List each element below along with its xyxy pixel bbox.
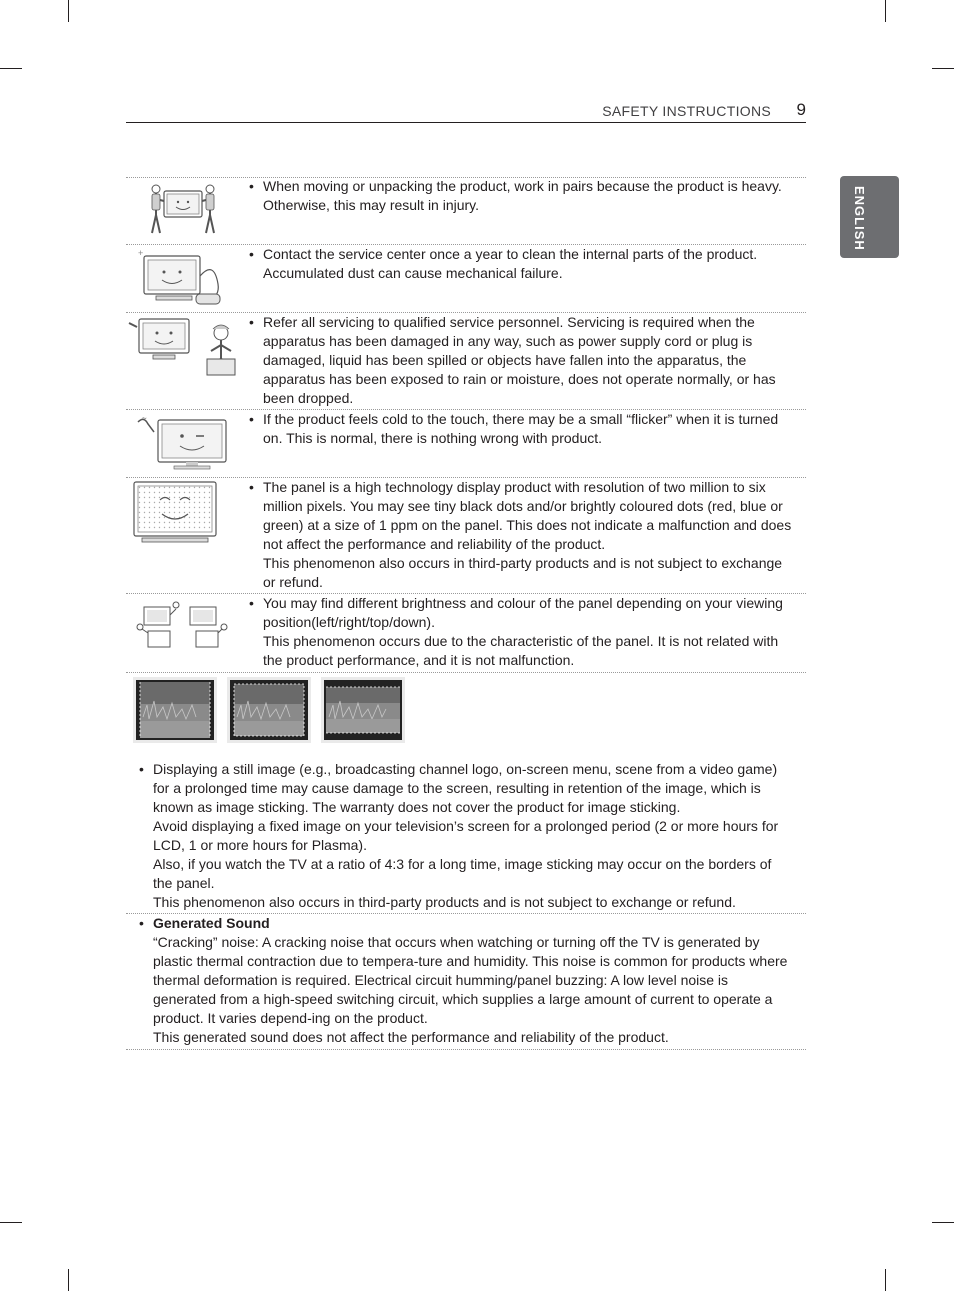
generated-sound-text <box>139 914 793 1047</box>
tv-winking-hand-icon <box>134 414 230 474</box>
bullet: • <box>139 761 144 777</box>
paragraph: If the product feels cold to the touch, there may be a small “flicker” when it is turned on. This is normal, there is nothing wrong with product. <box>263 411 779 446</box>
sticking-top-bottom-bars-icon <box>321 677 405 743</box>
tv-dotted-panel-icon <box>132 480 218 546</box>
crop-mark <box>885 0 886 22</box>
crop-mark <box>932 68 954 69</box>
row-divider <box>126 1049 806 1050</box>
paragraph: Contact the service center once a year to clean the internal parts of the product. Accumulated dust can cause mechanical failure. <box>263 246 758 281</box>
bullet: • <box>249 246 254 262</box>
sticking-left-right-bars-icon <box>133 677 217 743</box>
row-divider <box>126 672 806 673</box>
row-text <box>249 177 793 215</box>
svg-text:+: + <box>138 248 144 258</box>
language-tab-label: ENGLISH <box>852 186 867 251</box>
crop-mark <box>0 1222 22 1223</box>
page-number: 9 <box>796 100 806 119</box>
section-title: SAFETY INSTRUCTIONS <box>602 103 771 119</box>
image-sticking-text <box>139 760 793 912</box>
generated-sound-title: Generated Sound <box>153 915 270 931</box>
paragraph: Also, if you watch the TV at a ratio of 4:3 for a long time, image sticking may occur on the borders of the panel. <box>153 856 772 891</box>
bullet: • <box>249 411 254 427</box>
tv-viewing-angles-icon <box>136 601 228 653</box>
tv-service-technician-icon <box>127 315 241 379</box>
bullet: • <box>139 915 144 931</box>
svg-text:~: ~ <box>142 414 147 423</box>
row-text <box>249 410 793 448</box>
bullet: • <box>249 314 254 330</box>
crop-mark <box>68 1269 69 1291</box>
crop-mark <box>68 0 69 22</box>
crop-mark <box>932 1222 954 1223</box>
bullet: • <box>249 178 254 194</box>
paragraph: This generated sound does not affect the performance and reliability of the product. <box>153 1029 669 1045</box>
bullet: • <box>249 479 254 495</box>
crop-mark <box>885 1269 886 1291</box>
paragraph: The panel is a high technology display product with resolution of two million to six million pixels. You may see tiny black dots and/or brightly coloured dots (red, blue or green) at a size of 1 ppm on the panel. This does not indicate a malfunction and does not affect the performance and reliability of the product. <box>263 479 792 552</box>
tv-vacuum-cleaner-icon <box>136 246 228 310</box>
paragraph: This phenomenon also occurs in third-party products and is not subject to exchange or refund. <box>153 894 736 910</box>
sticking-frame-border-icon <box>227 677 311 743</box>
paragraph: You may find different brightness and colour of the panel depending on your viewing position(left/right/top/down). <box>263 595 783 630</box>
row-text <box>249 478 793 592</box>
row-text <box>249 245 793 283</box>
two-people-carrying-tv-icon <box>146 183 220 239</box>
page-header <box>126 100 806 123</box>
row-text <box>249 313 793 408</box>
row-text <box>249 594 793 670</box>
paragraph: Displaying a still image (e.g., broadcasting channel logo, on-screen menu, scene from a video game) for a prolonged time may cause damage to the screen, resulting in retention of the image, which is known as image sticking. The warranty does not cover the product for image sticking. <box>153 761 778 815</box>
bullet: • <box>249 595 254 611</box>
crop-mark <box>0 68 22 69</box>
paragraph: This phenomenon also occurs in third-party products and is not subject to exchange or refund. <box>263 555 783 590</box>
paragraph: This phenomenon occurs due to the characteristic of the panel. It is not related with the product performance, and it is not malfunction. <box>263 633 779 668</box>
paragraph: Otherwise, this may result in injury. <box>263 197 480 213</box>
paragraph: “Cracking” noise: A cracking noise that occurs when watching or turning off the TV is generated by plastic thermal contraction due to tempera-ture and humidity. This noise is common for products where thermal deformation is required. Electrical circuit humming/panel buzzing: A low level noise is generated from a high-speed switching circuit, which supplies a large amount of current to operate a product. It varies depend-ing on the product. <box>153 934 788 1026</box>
paragraph: Refer all servicing to qualified service personnel. Servicing is required when the apparatus has been damaged in any way, such as power supply cord or plug is damaged, liquid has been spilled or objects have fallen into the apparatus, the apparatus has been exposed to rain or moisture, does not operate normally, or has been dropped. <box>263 314 776 406</box>
paragraph: Avoid displaying a fixed image on your television’s screen for a prolonged period (2 or more hours for LCD, 1 or more hours for Plasma). <box>153 818 779 853</box>
paragraph: When moving or unpacking the product, work in pairs because the product is heavy. <box>263 178 782 194</box>
